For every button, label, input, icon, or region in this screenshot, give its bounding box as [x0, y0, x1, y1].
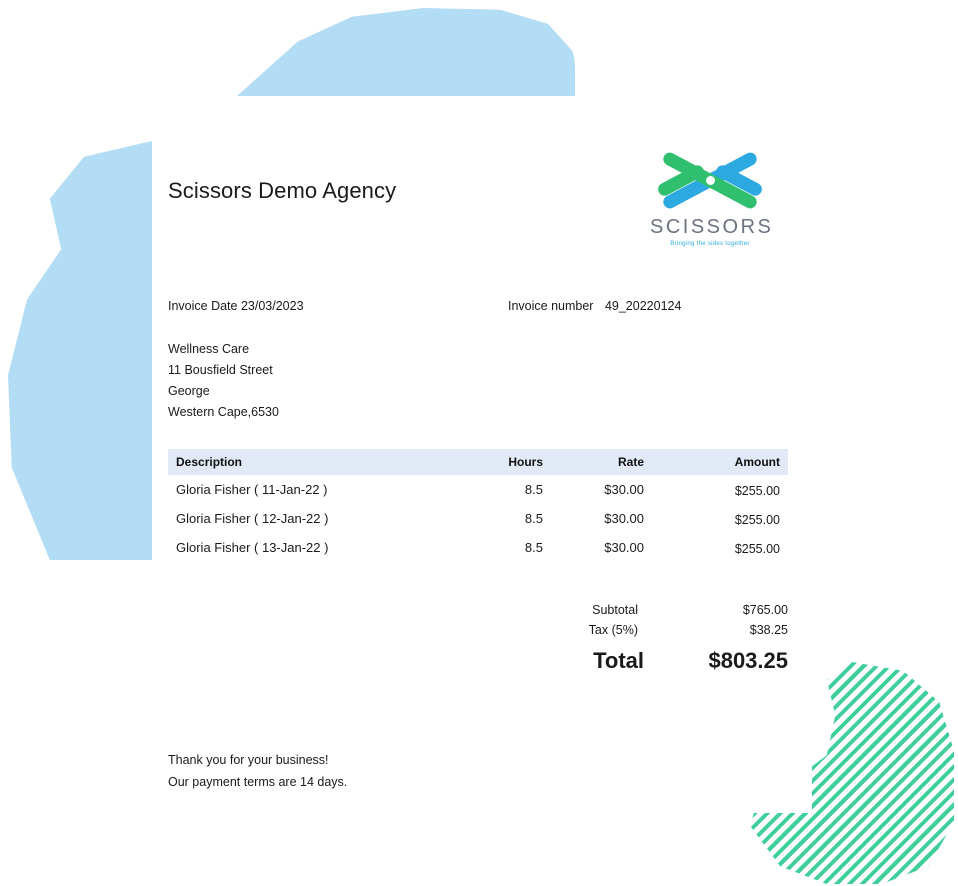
line-items-table	[168, 449, 788, 562]
bill-to-block	[168, 339, 788, 423]
logo-tagline: Bringing the sides together	[670, 241, 750, 247]
tax-label: Tax (5%)	[588, 623, 638, 637]
bill-to-street: 11 Bousfield Street	[168, 363, 273, 377]
cell-amount: $255.00	[734, 484, 780, 498]
table-row	[168, 475, 788, 504]
invoice-date-value: 23/03/2023	[240, 299, 304, 313]
total-value: $803.25	[708, 648, 788, 673]
column-header-rate: Rate	[551, 449, 652, 475]
bill-to-city: George	[168, 384, 210, 398]
scissors-icon	[652, 148, 768, 212]
logo-wordmark: SCISSORS	[650, 216, 774, 238]
line-items-header	[168, 449, 788, 475]
subtotal-label: Subtotal	[592, 603, 638, 617]
cell-rate: $30.00	[604, 482, 644, 497]
table-header-row	[168, 449, 788, 475]
cell-hours: 8.5	[524, 482, 543, 497]
table-row	[168, 504, 788, 533]
cell-rate: $30.00	[604, 540, 644, 555]
subtotal-row	[488, 600, 788, 620]
company-logo	[650, 148, 774, 247]
scissors-pivot-icon	[706, 176, 715, 185]
column-header-hours: Hours	[455, 449, 551, 475]
invoice-number-group	[508, 299, 681, 313]
cell-rate: $30.00	[604, 511, 644, 526]
cell-hours: 8.5	[524, 511, 543, 526]
tax-row	[488, 620, 788, 640]
footer-payment-terms: Our payment terms are 14 days.	[168, 775, 348, 789]
total-label: Total	[593, 648, 644, 673]
totals-section	[168, 600, 788, 677]
footer-thank-you: Thank you for your business!	[168, 753, 329, 767]
invoice-number-value: 49_20220124	[604, 299, 682, 313]
total-row	[488, 640, 788, 677]
table-row	[168, 533, 788, 562]
company-name: Scissors Demo Agency	[168, 178, 397, 203]
bill-to-region-postal: Western Cape,6530	[168, 405, 279, 419]
cell-amount: $255.00	[734, 513, 780, 527]
cell-amount: $255.00	[734, 542, 780, 556]
column-header-description: Description	[168, 449, 455, 475]
cell-description: Gloria Fisher ( 11-Jan-22 )	[176, 482, 328, 497]
line-items-body	[168, 475, 788, 562]
footer-note	[168, 749, 788, 793]
bill-to-name: Wellness Care	[168, 342, 250, 356]
totals-table	[488, 600, 788, 677]
subtotal-value: $765.00	[742, 603, 788, 617]
decorative-blue-shape-top	[237, 8, 575, 96]
column-header-amount: Amount	[652, 449, 788, 475]
cell-description: Gloria Fisher ( 13-Jan-22 )	[176, 540, 329, 555]
invoice-date-label: Invoice Date	[168, 299, 238, 313]
invoice-sheet	[152, 120, 812, 813]
invoice-meta	[168, 299, 788, 313]
invoice-date-group	[168, 299, 508, 313]
invoice-number-label: Invoice number	[508, 299, 594, 313]
cell-description: Gloria Fisher ( 12-Jan-22 )	[176, 511, 329, 526]
tax-value: $38.25	[749, 623, 788, 637]
cell-hours: 8.5	[524, 540, 543, 555]
invoice-header	[168, 148, 788, 247]
